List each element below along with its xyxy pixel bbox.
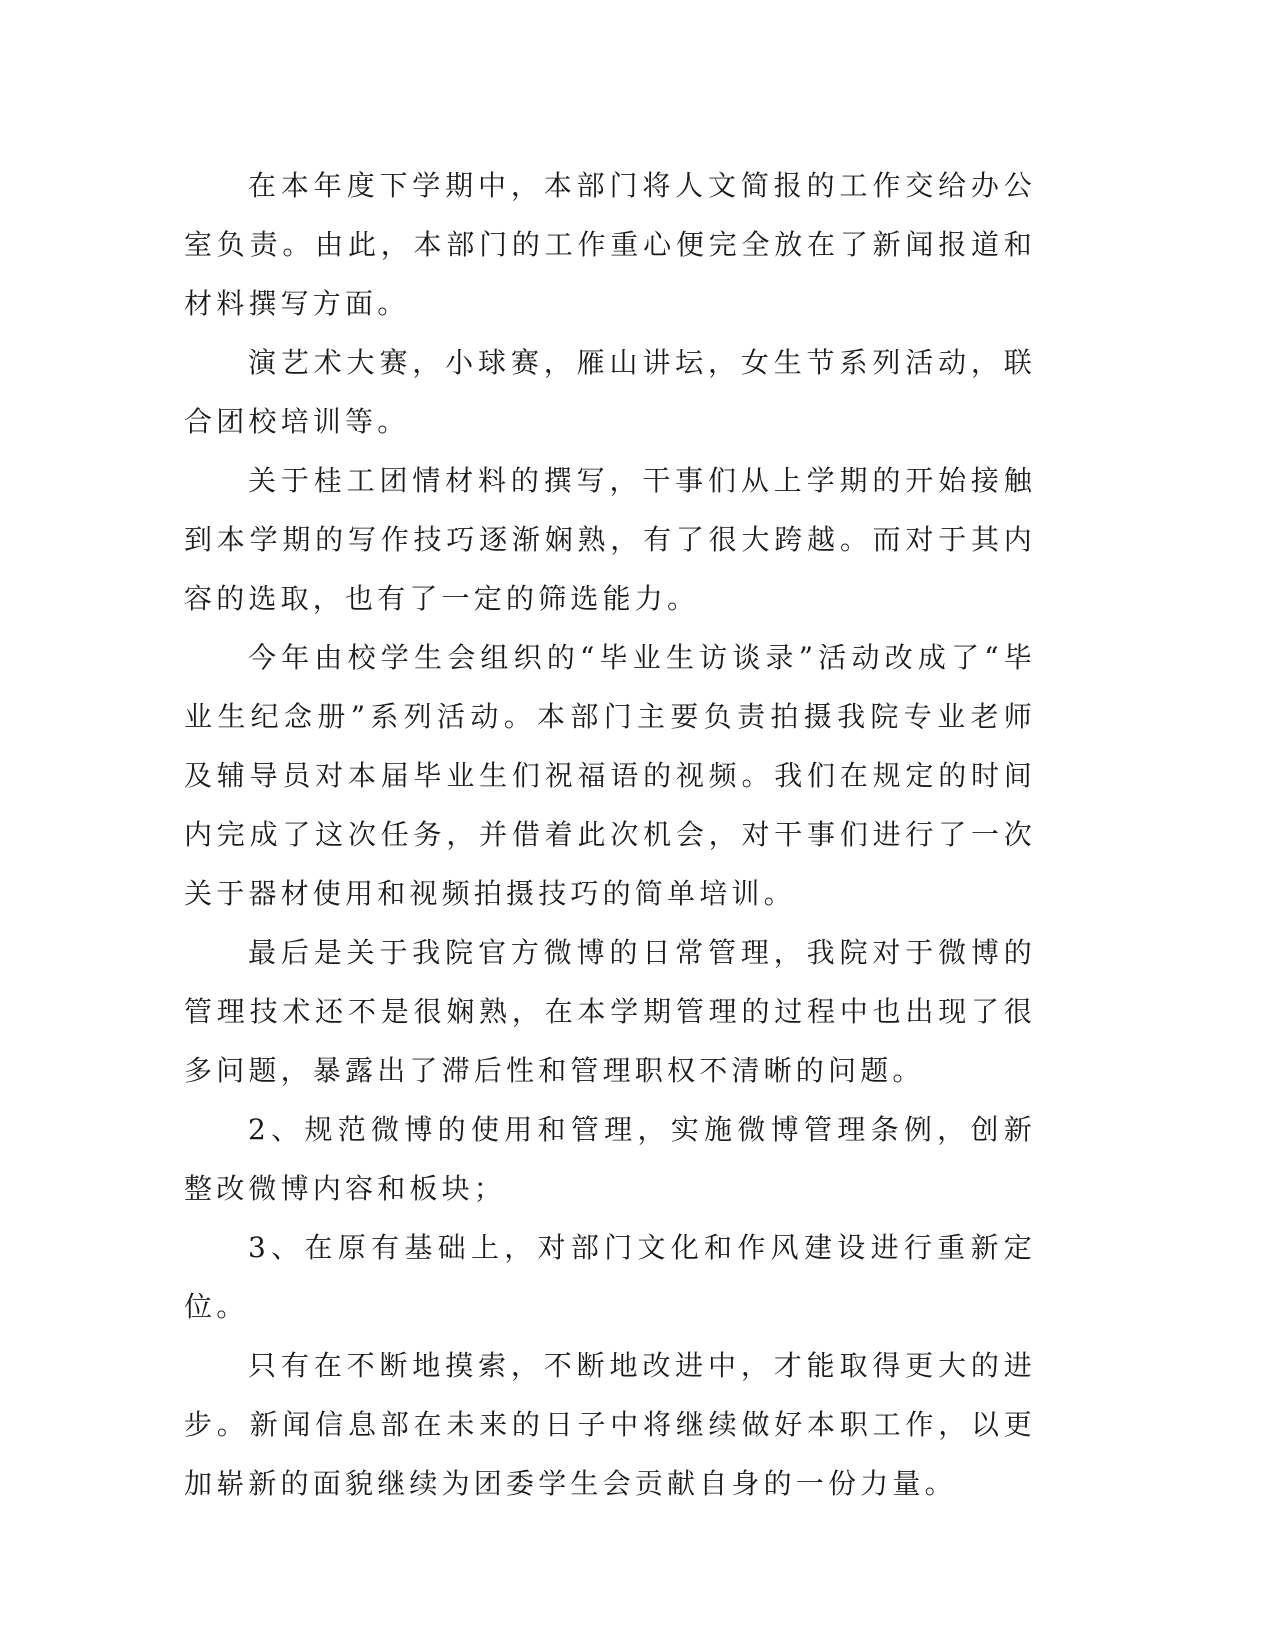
paragraph-5: 最后是关于我院官方微博的日常管理，我院对于微博的管理技术还不是很娴熟，在本学期管理的过程中也出现了很多问题，暴露出了滞后性和管理职权不清晰的问题。 xyxy=(184,936,1036,1087)
paragraph-8: 只有在不断地摸索，不断地改进中，才能取得更大的进步。新闻信息部在未来的日子中将继续做好本职工作，以更加崭新的面貌继续为团委学生会贡献自身的一份力量。 xyxy=(184,1349,1036,1500)
paragraph-1: 在本年度下学期中，本部门将人文简报的工作交给办公室负责。由此，本部门的工作重心便完全放在了新闻报道和材料撰写方面。 xyxy=(184,169,1036,320)
paragraph-4: 今年由校学生会组织的“毕业生访谈录”活动改成了“毕业生纪念册”系列活动。本部门主要负责拍摄我院专业老师及辅导员对本届毕业生们祝福语的视频。我们在规定的时间内完成了这次任务，并借着此次机会，对干事们进行了一次关于器材使用和视频拍摄技巧的简单培训。 xyxy=(184,641,1036,910)
paragraph-2: 演艺术大赛，小球赛，雁山讲坛，女生节系列活动，联合团校培训等。 xyxy=(184,346,1036,438)
paragraph-3: 关于桂工团情材料的撰写，干事们从上学期的开始接触到本学期的写作技巧逐渐娴熟，有了很大跨越。而对于其内容的选取，也有了一定的筛选能力。 xyxy=(184,464,1036,615)
document-body xyxy=(184,156,1036,1513)
paragraph-7: 3、在原有基础上，对部门文化和作风建设进行重新定位。 xyxy=(184,1231,1036,1323)
paragraph-6: 2、规范微博的使用和管理，实施微博管理条例，创新整改微博内容和板块； xyxy=(184,1113,1036,1205)
